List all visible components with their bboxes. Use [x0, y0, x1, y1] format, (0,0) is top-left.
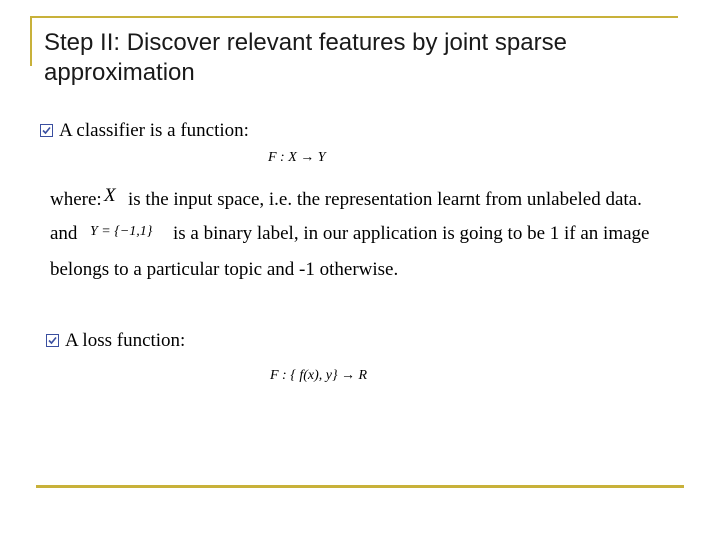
frame-bottom-rule: [36, 485, 684, 488]
label-description-continued: belongs to a particular topic and -1 otherwise.: [50, 259, 399, 280]
bullet-loss: [46, 329, 185, 353]
bullet-classifier: [40, 119, 249, 143]
loss-formula: F : { f(x), y} → R: [270, 368, 368, 383]
where-description: is the input space, i.e. the representation learnt from unlabeled data.: [128, 189, 642, 210]
bullet-classifier-text: A classifier is a function:: [59, 120, 249, 141]
and-label: and: [50, 223, 78, 244]
slide-title: Step II: Discover relevant features by joint sparse approximation: [44, 29, 567, 86]
bullet-loss-text: A loss function:: [65, 330, 186, 351]
frame-left-rule: [30, 16, 32, 66]
checkbox-bullet-icon: [40, 124, 53, 137]
label-description: is a binary label, in our application is going to be 1 if an image: [173, 223, 650, 244]
checkbox-bullet-icon: [46, 334, 59, 347]
where-symbol: X: [104, 185, 116, 206]
where-label: where:: [50, 189, 102, 210]
frame-top-rule: [30, 16, 678, 18]
label-set-formula: Y = {−1,1}: [90, 224, 153, 239]
classifier-formula: F : X → Y: [268, 150, 326, 165]
